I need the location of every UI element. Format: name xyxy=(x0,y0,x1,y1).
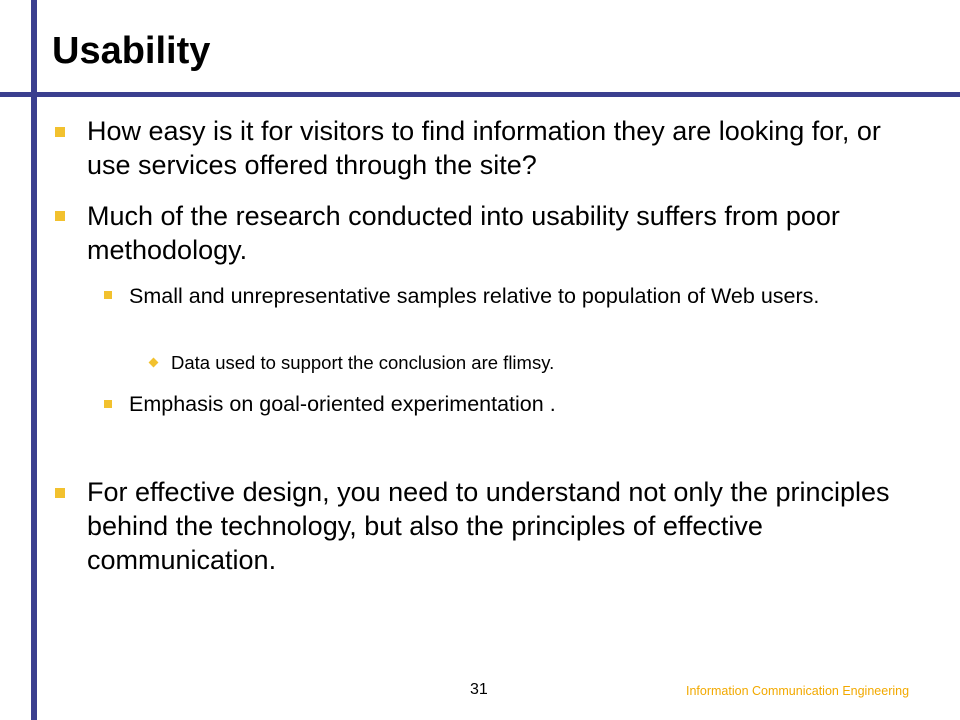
slide-title: Usability xyxy=(52,30,211,72)
sub-bullet-text: Emphasis on goal-oriented experimentation . xyxy=(129,392,556,416)
sub-sub-bullet-text: Data used to support the conclusion are flimsy. xyxy=(171,352,555,373)
sub-bullet-text: Small and unrepresentative samples relative to population of Web users. xyxy=(129,284,820,308)
page-number: 31 xyxy=(470,681,488,698)
bullet-text: How easy is it for visitors to find information they are looking for, or use services offered through the site? xyxy=(87,116,881,180)
bullet-text: Much of the research conducted into usability suffers from poor methodology. xyxy=(87,201,840,265)
footer-text: Information Communication Engineering xyxy=(686,684,910,698)
bullet-text: For effective design, you need to understand not only the principles behind the technology, but also the principles of effective communication. xyxy=(87,477,890,575)
square-bullet-icon xyxy=(104,291,112,299)
square-bullet-icon xyxy=(104,400,112,408)
square-bullet-icon xyxy=(55,211,65,221)
square-bullet-icon xyxy=(55,488,65,498)
diamond-bullet-icon xyxy=(149,358,159,368)
square-bullet-icon xyxy=(55,127,65,137)
